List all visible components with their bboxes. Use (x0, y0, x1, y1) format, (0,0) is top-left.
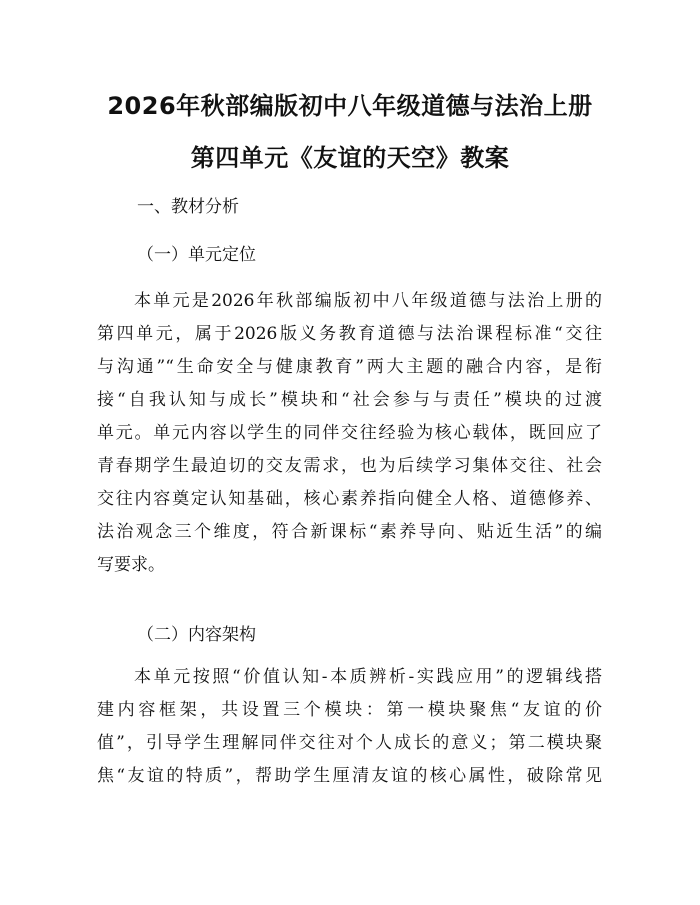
subsection-heading-unit-positioning: （一）单元定位 (137, 245, 256, 265)
paragraph-content-structure (97, 661, 602, 793)
section-heading-textbook-analysis: 一、教材分析 (137, 197, 239, 217)
paragraph-line: 交往内容奠定认知基础，核心素养指向健全人格、道德修养、 (97, 489, 602, 509)
paragraph-line: 写要求。 (97, 555, 165, 575)
subsection-heading-content-structure: （二）内容架构 (137, 625, 256, 645)
paragraph-line: 焦“友谊的特质”，帮助学生厘清友谊的核心属性，破除常见 (97, 766, 602, 786)
paragraph-line: 青春期学生最迫切的交友需求，也为后续学习集体交往、社会 (97, 456, 602, 476)
paragraph-line: 值”，引导学生理解同伴交往对个人成长的意义；第二模块聚 (97, 733, 602, 753)
paragraph-line: 与沟通”“生命安全与健康教育”两大主题的融合内容，是衔 (97, 357, 602, 377)
paragraph-line: 本单元按照“价值认知-本质辨析-实践应用”的逻辑线搭 (134, 667, 602, 687)
paragraph-line: 接“自我认知与成长”模块和“社会参与与责任”模块的过渡 (97, 390, 602, 410)
paragraph-line: 单元。单元内容以学生的同伴交往经验为核心载体，既回应了 (97, 423, 602, 443)
paragraph-unit-positioning (97, 285, 602, 582)
paragraph-line: 建内容框架，共设置三个模块：第一模块聚焦“友谊的价 (97, 700, 602, 720)
paragraph-line: 法治观念三个维度，符合新课标“素养导向、贴近生活”的编 (97, 522, 602, 542)
paragraph-line: 本单元是2026年秋部编版初中八年级道德与法治上册的 (134, 291, 602, 311)
paragraph-line: 第四单元，属于2026版义务教育道德与法治课程标准“交往 (97, 324, 602, 344)
document-title-line-2: 第四单元《友谊的天空》教案 (190, 144, 510, 172)
document-title-line-1: 2026年秋部编版初中八年级道德与法治上册 (107, 92, 593, 120)
